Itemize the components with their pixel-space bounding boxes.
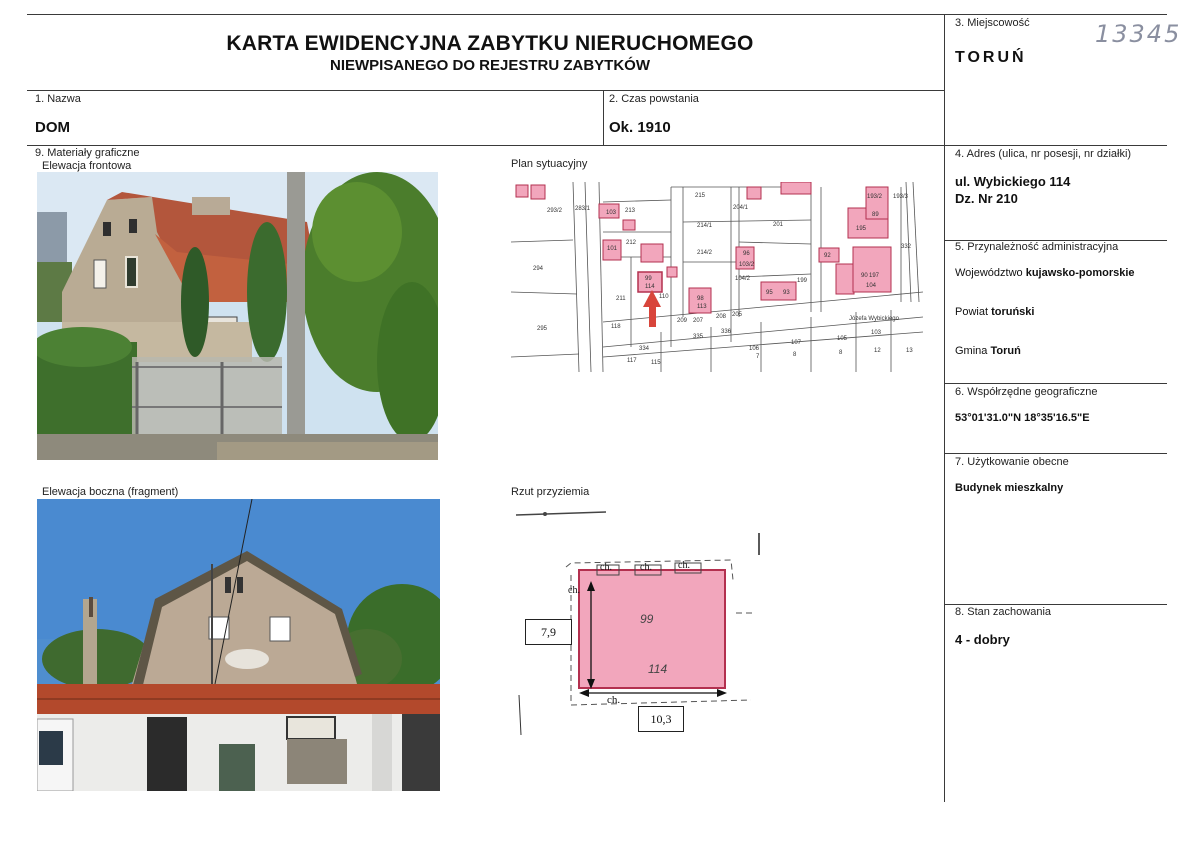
svg-text:93: 93 (783, 290, 790, 296)
locality-value: TORUŃ (955, 49, 1027, 66)
admin-county (955, 306, 1034, 318)
svg-text:197: 197 (869, 273, 880, 279)
name-label: 1. Nazwa (35, 93, 81, 105)
admin-commune (955, 345, 1021, 357)
svg-text:335: 335 (693, 334, 704, 340)
svg-text:Józefa Wybickiego: Józefa Wybickiego (849, 316, 899, 322)
address-label: 4. Adres (ulica, nr posesji, nr działki) (955, 148, 1132, 160)
svg-text:283/1: 283/1 (575, 206, 591, 212)
svg-text:8: 8 (793, 352, 797, 358)
svg-text:193/2: 193/2 (867, 194, 883, 200)
graphics-label: 9. Materiały graficzne (35, 147, 140, 159)
handwritten-inventory-number: 13345 (1095, 20, 1182, 48)
svg-text:114: 114 (645, 284, 655, 290)
admin-voivodeship (955, 267, 1135, 279)
svg-text:95: 95 (766, 290, 773, 296)
card-subtitle: NIEWPISANEGO DO REJESTRU ZABYTKÓW (329, 57, 651, 74)
address-parcel: Dz. Nr 210 (955, 191, 1018, 206)
svg-text:118: 118 (611, 324, 621, 330)
form-line-name (27, 145, 1167, 146)
svg-text:104: 104 (866, 283, 877, 289)
svg-text:110: 110 (659, 294, 669, 300)
ground-plan-mark-1: ch. (600, 562, 612, 573)
svg-text:115: 115 (651, 360, 661, 366)
commune-value: Toruń (990, 345, 1021, 357)
date-value: Ok. 1910 (609, 119, 671, 136)
ground-plan-mark-2: ch. (640, 562, 652, 573)
side-elevation-photo (37, 499, 440, 791)
svg-text:12: 12 (874, 348, 881, 354)
commune-prefix: Gmina (955, 345, 991, 357)
card-title: KARTA EWIDENCYJNA ZABYTKU NIERUCHOMEGO (226, 32, 754, 55)
svg-text:208: 208 (716, 314, 727, 320)
voivodeship-prefix: Województwo (955, 267, 1026, 279)
svg-text:199: 199 (797, 278, 808, 284)
svg-text:214/1: 214/1 (697, 223, 713, 229)
svg-text:104/2: 104/2 (735, 276, 751, 282)
condition-value: 4 - dobry (955, 632, 1010, 647)
ground-plan-mark-5: ch. (607, 694, 621, 706)
svg-text:101: 101 (607, 246, 618, 252)
form-divider-right-column (944, 14, 945, 802)
ground-plan-mark-3: ch. (678, 560, 690, 571)
svg-text:214/2: 214/2 (697, 250, 713, 256)
svg-text:212: 212 (626, 240, 637, 246)
svg-text:92: 92 (824, 253, 831, 259)
ground-plan-building-number: 99 (640, 612, 654, 626)
svg-text:336: 336 (721, 329, 732, 335)
site-plan-label: Plan sytuacyjny (511, 158, 588, 170)
ground-plan-mark-4: ch. (568, 585, 580, 596)
county-value: toruński (991, 306, 1035, 318)
svg-text:293/2: 293/2 (547, 208, 563, 214)
locality-label: 3. Miejscowość (955, 17, 1030, 29)
admin-label: 5. Przynależność administracyjna (955, 241, 1119, 253)
condition-label: 8. Stan zachowania (955, 606, 1052, 618)
svg-text:96: 96 (743, 251, 750, 257)
svg-text:13: 13 (906, 348, 913, 354)
svg-text:89: 89 (872, 212, 879, 218)
svg-text:334: 334 (639, 346, 650, 352)
svg-text:103: 103 (871, 330, 882, 336)
svg-text:117: 117 (627, 358, 637, 364)
svg-text:98: 98 (697, 296, 704, 302)
name-value: DOM (35, 119, 70, 136)
svg-text:90: 90 (861, 273, 868, 279)
ground-plan-label: Rzut przyziemia (511, 486, 590, 498)
svg-text:332: 332 (901, 244, 912, 250)
svg-text:294: 294 (533, 266, 544, 272)
form-line-header (27, 90, 945, 91)
form-divider-name-date (603, 90, 604, 145)
svg-text:107: 107 (791, 340, 802, 346)
svg-text:106: 106 (749, 346, 760, 352)
svg-text:7: 7 (756, 354, 760, 360)
svg-text:103: 103 (606, 210, 617, 216)
width-dimension-box: 10,3 (638, 706, 684, 732)
usage-label: 7. Użytkowanie obecne (955, 456, 1069, 468)
depth-dimension-box: 7,9 (525, 619, 572, 645)
svg-text:8: 8 (839, 350, 843, 356)
svg-text:201: 201 (773, 222, 784, 228)
usage-value: Budynek mieszkalny (955, 482, 1064, 494)
front-elevation-photo (37, 172, 438, 460)
svg-text:295: 295 (537, 326, 548, 332)
svg-text:99: 99 (645, 276, 652, 282)
form-line-coords (944, 453, 1167, 454)
svg-text:215: 215 (695, 193, 706, 199)
svg-text:204/1: 204/1 (733, 205, 749, 211)
form-line-admin (944, 383, 1167, 384)
svg-text:193/3: 193/3 (893, 194, 909, 200)
voivodeship-value: kujawsko-pomorskie (1025, 267, 1135, 279)
site-plan-map (511, 182, 923, 372)
svg-text:105: 105 (837, 336, 848, 342)
coords-label: 6. Współrzędne geograficzne (955, 386, 1098, 398)
side-elevation-label: Elewacja boczna (fragment) (42, 486, 179, 498)
county-prefix: Powiat (955, 306, 992, 318)
svg-text:195: 195 (856, 226, 867, 232)
svg-text:113: 113 (697, 304, 707, 310)
svg-text:205: 205 (732, 312, 743, 318)
front-elevation-label: Elewacja frontowa (42, 160, 132, 172)
coords-value: 53°01'31.0"N 18°35'16.5"E (955, 412, 1090, 424)
svg-text:209: 209 (677, 318, 688, 324)
address-street: ul. Wybickiego 114 (955, 174, 1071, 189)
ground-plan-house-number: 114 (648, 662, 668, 676)
form-border-top (27, 14, 1167, 15)
date-label: 2. Czas powstania (609, 93, 699, 105)
svg-text:213: 213 (625, 208, 636, 214)
svg-text:207: 207 (693, 318, 704, 324)
svg-text:211: 211 (616, 296, 626, 302)
form-line-usage (944, 604, 1167, 605)
svg-text:103/2: 103/2 (739, 262, 755, 268)
